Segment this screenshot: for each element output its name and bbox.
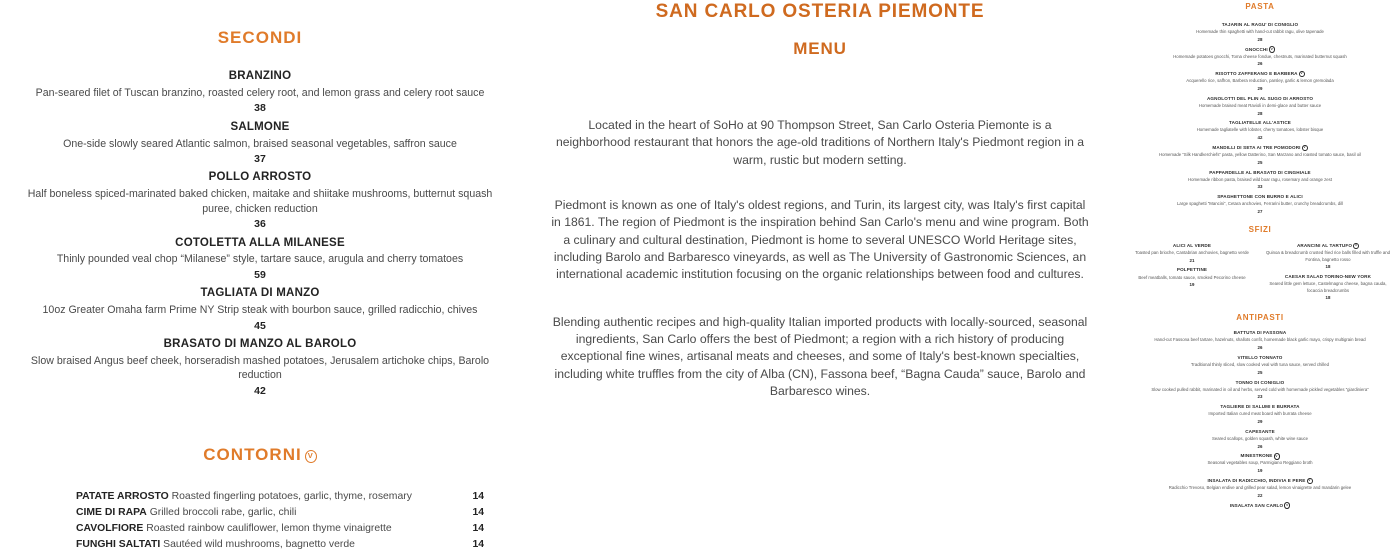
dish-description: Thinly pounded veal chop “Milanese” style, tartare sauce, arugula and cherry tomatoes bbox=[56, 253, 464, 266]
contorni-price: 14 bbox=[472, 491, 484, 503]
dish-name: TAGLIERE DI SALUMI E BURRATA bbox=[1220, 404, 1300, 410]
menu-item bbox=[1126, 266, 1258, 289]
vegetarian-icon: V bbox=[1300, 71, 1303, 76]
dish-name-row bbox=[1126, 452, 1394, 460]
menu-item bbox=[1126, 329, 1394, 352]
dish-price: 18 bbox=[1325, 264, 1331, 270]
vegetarian-icon: V bbox=[305, 450, 317, 463]
dish-price: 25 bbox=[1257, 159, 1263, 165]
dish-name: BATTUTA DI FASSONA bbox=[1233, 330, 1287, 336]
menu-item bbox=[1126, 95, 1394, 118]
menu-item bbox=[1126, 428, 1394, 451]
menu-item bbox=[1126, 21, 1394, 44]
dish-name: SPAGHETTONE CON BURRO E ALICI bbox=[1217, 194, 1303, 200]
menu-item bbox=[1126, 502, 1394, 510]
dish-name: POLPETTINE bbox=[1176, 267, 1208, 273]
dish-price: 25 bbox=[1257, 369, 1263, 375]
contorni-price: 14 bbox=[472, 538, 484, 550]
menu-item bbox=[1126, 403, 1394, 426]
menu-item bbox=[1126, 477, 1394, 500]
menu-item bbox=[1126, 144, 1394, 167]
contorni-row bbox=[76, 505, 484, 521]
dish-name: CAESAR SALAD TORINO-NEW YORK bbox=[1284, 274, 1372, 280]
dish-price: 28 bbox=[1257, 110, 1263, 116]
dish-price: 21 bbox=[1189, 257, 1195, 263]
dish-description: Homemade tagliatelle with lobster, cherry tomatoes, lobster bisque bbox=[1196, 127, 1324, 133]
secondi-column bbox=[0, 0, 520, 553]
restaurant-title: SAN CARLO OSTERIA PIEMONTE bbox=[655, 1, 985, 22]
contorni-name: PATATE ARROSTO bbox=[76, 491, 169, 503]
dish-name: MINESTRONE bbox=[1240, 453, 1273, 459]
dish-description: Beef meatballs, tomato sauce, smoked Pecorino cheese bbox=[1138, 274, 1246, 280]
sfizi-heading: SFIZI bbox=[1248, 224, 1272, 234]
dish-name: TAJARIN AL RAGU' DI CONIGLIO bbox=[1221, 22, 1299, 27]
dish-description: 10oz Greater Omaha farm Prime NY Strip steak with bourbon sauce, grilled radicchio, chives bbox=[42, 304, 478, 317]
dish-name: INSALATA SAN CARLO bbox=[1229, 502, 1284, 508]
about-column bbox=[520, 0, 1120, 400]
contorni-row bbox=[76, 521, 484, 537]
dish-price: 42 bbox=[1257, 135, 1263, 141]
contorni-price: 14 bbox=[472, 522, 484, 534]
vegetarian-icon: V bbox=[1303, 145, 1306, 150]
contorni-description: Sautéed wild mushrooms, bagnetto verde bbox=[163, 538, 355, 550]
dish-name: VITELLO TONNATO bbox=[1237, 355, 1283, 361]
menu-item bbox=[14, 169, 506, 232]
dish-description: Homemade “Silk Handkerchiefs” pasta, yellow Datterino, San Marzano and roasted tomato sauce, basil oil bbox=[1158, 152, 1362, 158]
dish-name: MANDILLI DI SETA AI TRE POMODORI bbox=[1212, 145, 1301, 151]
dish-price: 26 bbox=[1257, 61, 1263, 67]
menu-item bbox=[1126, 169, 1394, 192]
contorni-name: CAVOLFIORE bbox=[76, 522, 144, 534]
dish-description: Imported Italian cured meat board with burrata cheese bbox=[1208, 411, 1312, 417]
dish-description: Toasted pan brioche, Cantabrian anchovies, bagnetto verde bbox=[1135, 249, 1249, 255]
secondi-list bbox=[14, 68, 506, 399]
contorni-description: Roasted rainbow cauliflower, lemon thyme vinaigrette bbox=[146, 522, 392, 534]
dish-description: Pan-seared filet of Tuscan branzino, roasted celery root, and lemon grass and celery root sauce bbox=[35, 86, 485, 99]
dish-price: 38 bbox=[254, 102, 266, 115]
contorni-heading bbox=[14, 445, 506, 465]
sfizi-column-right bbox=[1262, 242, 1394, 305]
contorni-text bbox=[76, 489, 412, 505]
menu-item bbox=[14, 285, 506, 334]
dish-price: 28 bbox=[1257, 36, 1263, 42]
menu-item bbox=[14, 235, 506, 284]
dish-price: 29 bbox=[1257, 85, 1263, 91]
dish-name: ARANCINI AL TARTUFO bbox=[1296, 242, 1353, 248]
antipasti-heading: ANTIPASTI bbox=[1236, 313, 1284, 323]
dish-description: Homemade ribbon pasta, braised wild boar ragu, rosemary and orange zest bbox=[1187, 176, 1333, 182]
dish-price: 18 bbox=[1325, 295, 1331, 301]
menu-item bbox=[1262, 273, 1394, 302]
dish-description: Seared scallops, golden squash, white wine sauce bbox=[1211, 435, 1309, 441]
contorni-text bbox=[76, 521, 392, 537]
dish-name: AGNOLOTTI DEL PLIN AL SUGO DI ARROSTO bbox=[1206, 95, 1314, 101]
contorni-row bbox=[76, 489, 484, 505]
dish-description: Seared little gem lettuce, Castelmagno cheese, bagna cauda, focaccia breadcrumbs bbox=[1269, 281, 1387, 293]
contorni-name: CIME DI RAPA bbox=[76, 507, 147, 519]
dish-price: 19 bbox=[1257, 468, 1263, 474]
menu-item bbox=[1126, 70, 1394, 93]
contorni-description: Roasted fingerling potatoes, garlic, thyme, rosemary bbox=[171, 491, 412, 503]
about-paragraph-ingredients: Blending authentic recipes and high-quality Italian imported products with locally-sourced, seasonal ingredients, San Carlo offers the best of Piedmont; a region with a rich history of producing exceptional fine wines, artisanal meats and cheeses, and some of Italy's best-known specialties, including white truffles from the city of Alba (CN), Fassona beef, “Bagna Cauda” sauce, Barolo and Barbaresco wines. bbox=[552, 314, 1088, 398]
contorni-text bbox=[76, 537, 355, 553]
dish-name: PAPPARDELLE AL BRASATO DI CINGHIALE bbox=[1209, 169, 1311, 175]
dish-description: Traditional thinly sliced, slow cooked veal with tuna sauce, served chilled bbox=[1190, 362, 1330, 368]
dish-price: 26 bbox=[1257, 443, 1263, 449]
dish-description: Half boneless spiced-marinated baked chicken, maitake and shiitake mushrooms, butternut squash puree, chicken reduction bbox=[27, 188, 493, 215]
dish-name: RISOTTO ZAFFERANO E BARBERA bbox=[1215, 71, 1298, 77]
dish-price: 23 bbox=[1257, 394, 1263, 400]
dish-name: INSALATA DI RADICCHIO, INDIVIA E PERE bbox=[1207, 478, 1306, 484]
dish-price: 59 bbox=[254, 269, 266, 282]
sfizi-list bbox=[1126, 242, 1394, 305]
dish-description: Acquerello rice, saffron, Barbera reduction, parsley, garlic & lemon gremolada bbox=[1186, 78, 1334, 84]
vegetarian-icon: V bbox=[1286, 502, 1289, 507]
dish-name: SALMONE bbox=[230, 120, 290, 133]
dish-name: BRANZINO bbox=[228, 70, 292, 82]
vegetarian-icon: V bbox=[1270, 46, 1273, 51]
dish-name: COTOLETTA ALLA MILANESE bbox=[175, 236, 345, 249]
about-paragraph-piedmont: Piedmont is known as one of Italy's oldest regions, and Turin, its largest city, was Italy's first capital in 1861. The region of Piedmont is the inspiration behind San Carlo's menu and wine program. Both a culinary and cultural destination, Piedmont is home to several UNESCO World Heritage sites, including Barolo and Barbaresco vineyards, as well as The University of Gastronomic Sciences, an international academic institution focusing on the organic relationships between food and cultures. bbox=[551, 197, 1089, 282]
dish-price: 33 bbox=[1257, 184, 1263, 190]
dish-description: Homemade potatoes gnocchi, Toma cheese fondue, chestnuts, marinated butternut squash bbox=[1173, 53, 1347, 59]
menu-item bbox=[1126, 46, 1394, 69]
dish-price: 22 bbox=[1257, 492, 1263, 498]
vegetarian-icon: V bbox=[1308, 478, 1311, 483]
vegetarian-icon: V bbox=[1275, 453, 1278, 458]
dish-price: 26 bbox=[1257, 345, 1263, 351]
menu-subtitle: MENU bbox=[793, 39, 847, 58]
dish-name: BRASATO DI MANZO AL BAROLO bbox=[163, 338, 357, 351]
menu-item bbox=[1126, 242, 1258, 265]
menu-item bbox=[14, 119, 506, 168]
dish-price: 19 bbox=[1189, 282, 1195, 288]
menu-item bbox=[14, 68, 506, 117]
dish-description: Hand-cut Fassona beef tartare, hazelnuts, shallots confit, homemade black garlic mayo, crispy multigrain bread bbox=[1154, 337, 1366, 343]
dish-price: 36 bbox=[254, 218, 266, 231]
menu-item bbox=[1126, 119, 1394, 142]
menu-item bbox=[1126, 354, 1394, 377]
pasta-antipasti-column bbox=[1120, 0, 1400, 512]
about-paragraph-location: Located in the heart of SoHo at 90 Thompson Street, San Carlo Osteria Piemonte is a neighborhood restaurant that honors the age-old traditions of Northern Italy's Piedmont region in a warm, rustic but modern setting. bbox=[555, 118, 1085, 167]
contorni-name: FUNGHI SALTATI bbox=[76, 538, 161, 550]
pasta-list bbox=[1126, 21, 1394, 216]
dish-description: Slow cooked pulled rabbit, marinated in oil and herbs, served cold with homemade pickled vegetables “giardiniera” bbox=[1151, 386, 1369, 392]
contorni-heading-label: CONTORNI bbox=[203, 445, 302, 465]
dish-name-row bbox=[1126, 46, 1394, 54]
dish-price: 29 bbox=[1257, 418, 1263, 424]
contorni-row bbox=[76, 537, 484, 553]
pasta-heading: PASTA bbox=[1245, 2, 1275, 11]
dish-price: 37 bbox=[254, 153, 266, 166]
dish-name: ALICI AL VERDE bbox=[1172, 242, 1212, 248]
contorni-text bbox=[76, 505, 296, 521]
dish-name: GNOCCHI bbox=[1245, 46, 1268, 52]
dish-price: 42 bbox=[254, 385, 266, 398]
dish-description: Large spaghetti “Mancini”, Cetara anchovies, Ferrarini butter, crunchy breadcrumbs, dill bbox=[1177, 201, 1343, 207]
dish-description: Slow braised Angus beef cheek, horseradish mashed potatoes, Jerusalem artichoke chips, Barolo reduction bbox=[30, 354, 490, 382]
dish-description: Quinoa & breadcrumb crusted fried rice balls filled with truffle and Fontina, bagnetto rosso bbox=[1265, 249, 1391, 262]
dish-price: 45 bbox=[254, 319, 266, 332]
dish-name-row bbox=[1126, 502, 1394, 510]
dish-name-row bbox=[1262, 242, 1394, 250]
vegetarian-icon: V bbox=[1354, 243, 1358, 248]
menu-item bbox=[1262, 242, 1394, 271]
dish-description: Homemade thin spaghetti with hand-cut rabbit ragu, olive tapenade bbox=[1196, 29, 1324, 35]
secondi-heading: SECONDI bbox=[217, 28, 303, 47]
menu-item bbox=[1126, 379, 1394, 402]
menu-item bbox=[1126, 452, 1394, 475]
antipasti-list bbox=[1126, 329, 1394, 509]
dish-description: Homemade braised meat Ravioli in demi-glace and butter sauce bbox=[1198, 102, 1322, 108]
menu-item bbox=[1126, 193, 1394, 216]
menu-item bbox=[14, 336, 506, 399]
dish-name: TAGLIATELLE ALL'ASTICE bbox=[1229, 120, 1291, 126]
dish-price: 27 bbox=[1257, 208, 1263, 214]
contorni-list bbox=[14, 489, 506, 552]
sfizi-column-left bbox=[1126, 242, 1258, 305]
contorni-price: 14 bbox=[472, 507, 484, 519]
contorni-description: Grilled broccoli rabe, garlic, chili bbox=[149, 507, 297, 519]
dish-name-row bbox=[1126, 477, 1394, 485]
dish-description: One-side slowly seared Atlantic salmon, braised seasonal vegetables, saffron sauce bbox=[63, 137, 457, 150]
dish-name-row bbox=[1126, 70, 1394, 78]
dish-name-row bbox=[1126, 144, 1394, 152]
dish-name: TAGLIATA DI MANZO bbox=[200, 287, 320, 300]
dish-name: CAPESANTE bbox=[1245, 428, 1275, 434]
dish-description: Radicchio Trevoso, Belgian endive and grilled pear salad, lemon vinaigrette and mandarin gelee bbox=[1168, 485, 1352, 491]
dish-name: TONNO DI CONIGLIO bbox=[1235, 379, 1285, 385]
dish-description: Seasonal vegetables soup, Parmigiano Reggiano broth bbox=[1207, 460, 1313, 466]
dish-name: POLLO ARROSTO bbox=[208, 171, 312, 184]
